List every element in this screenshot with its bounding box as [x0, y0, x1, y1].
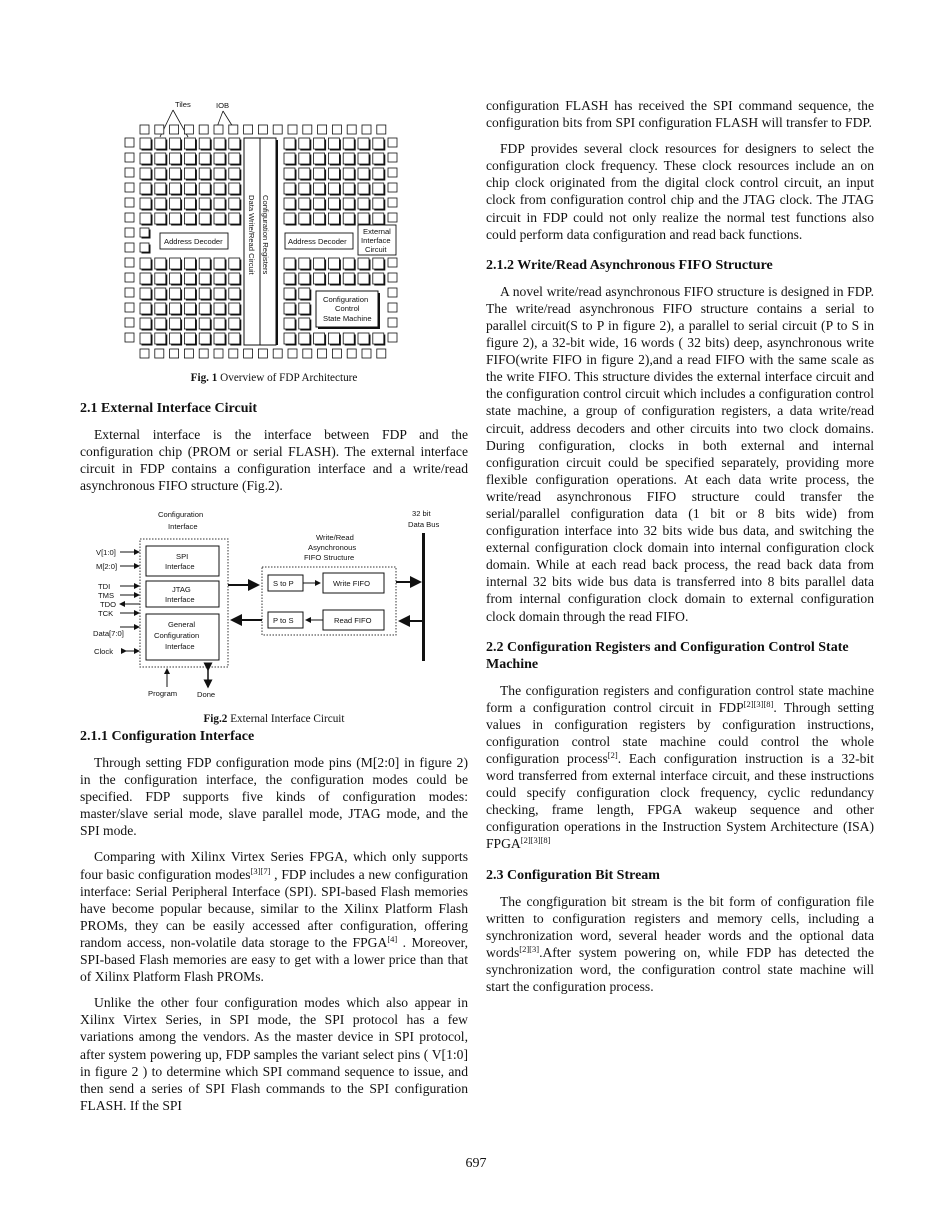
right-column — [486, 97, 874, 995]
svg-text:S to P: S to P — [273, 579, 294, 588]
data-wr-circuit-label: Data Write/Read Circuit — [247, 195, 256, 275]
svg-text:Interface: Interface — [165, 642, 195, 651]
svg-text:P to S: P to S — [273, 616, 294, 625]
svg-text:Interface: Interface — [165, 562, 195, 571]
citation: [2][3][8] — [520, 835, 551, 846]
svg-text:Interface: Interface — [361, 236, 391, 245]
figure-1-caption: Fig. 1 Overview of FDP Architecture — [190, 372, 358, 384]
left-column — [80, 400, 468, 494]
svg-text:Circuit: Circuit — [365, 245, 387, 254]
citation: [4] — [387, 933, 398, 944]
svg-text:Asynchronous: Asynchronous — [308, 543, 357, 552]
subsection-heading: 2.1.2 Write/Read Asynchronous FIFO Structure — [486, 257, 773, 273]
svg-text:Data[7:0]: Data[7:0] — [93, 629, 124, 638]
address-decoder-left: Address Decoder — [164, 237, 223, 246]
svg-text:Clock: Clock — [94, 647, 113, 656]
address-decoder-right: Address Decoder — [288, 237, 347, 246]
svg-text:TDI: TDI — [98, 582, 111, 591]
paragraph: Unlike the other four configuration modes which also appear in Xilinx Virtex Series, in SPI mode, the SPI protocol has a few variations among the vendors. As the master device in SPI protocol, after system powering up, FDP samples the variant select pins ( V[1:0] in figure 2 ) to determine which SPI command sequence to issue, and then send a series of SPI Flash commands to the SPI configuration FLASH. If the SPI — [80, 995, 468, 1113]
svg-text:Write/Read: Write/Read — [316, 533, 354, 542]
figure-2-caption: Fig.2 External Interface Circuit — [203, 713, 345, 725]
svg-text:State Machine: State Machine — [323, 314, 372, 323]
subsection-heading: 2.1.1 Configuration Interface — [80, 729, 255, 744]
svg-text:TCK: TCK — [98, 609, 114, 618]
svg-text:Write FIFO: Write FIFO — [333, 579, 370, 588]
section-heading: 2.3 Configuration Bit Stream — [486, 867, 660, 883]
external-interface-diagram — [90, 505, 450, 705]
section-heading: 2.2 Configuration Registers and Configuration Control State Machine — [486, 639, 849, 672]
figure-2 — [90, 505, 450, 705]
svg-text:TDO: TDO — [100, 600, 117, 609]
svg-text:General: General — [168, 620, 196, 629]
citation: [2][3] — [519, 943, 540, 954]
svg-text:TMS: TMS — [98, 591, 115, 600]
section-heading: 2.1 External Interface Circuit — [80, 401, 258, 416]
paragraph: The congfiguration bit stream is the bit form of configuration file written to configuration registers and memory cells, including a synchronization word, several header words and the optional data words[2][3].After system powering on, while FDP has detected the synchronization word, the configuration control state machine will start the configuration process. — [486, 893, 874, 995]
svg-text:FIFO Structure: FIFO Structure — [304, 553, 355, 562]
paragraph: FDP provides several clock resources for designers to select the configuration clock frequency. These clock resources include an on chip clock originated from the digital clock control circuit, an input clock from configuration control chip and the JTAG clock. The JTAG circuit in FDP could not only realize the normal test functions also could perform data configuration and read back functions. — [486, 141, 874, 242]
svg-text:Control: Control — [335, 304, 360, 313]
paragraph: External interface is the interface between FDP and the configuration chip (PROM or serial FLASH). The external interface circuit in FDP contains a configuration interface and a write/read asynchronous FIFO structure (Fig.2). — [80, 427, 468, 494]
tiles-label: Tiles — [175, 100, 191, 109]
svg-text:External: External — [363, 227, 391, 236]
svg-text:Data Bus: Data Bus — [408, 520, 440, 529]
svg-text:Program: Program — [148, 689, 178, 698]
svg-text:SPI: SPI — [176, 552, 189, 561]
svg-text:Interface: Interface — [165, 595, 195, 604]
config-registers-label: Configuration Registers — [261, 195, 270, 275]
svg-text:Configuration: Configuration — [154, 631, 200, 640]
svg-text:JTAG: JTAG — [172, 585, 191, 594]
svg-text:32 bit: 32 bit — [412, 509, 431, 518]
svg-text:Interface: Interface — [168, 522, 198, 531]
svg-text:Configuration: Configuration — [158, 510, 204, 519]
svg-text:V[1:0]: V[1:0] — [96, 548, 116, 557]
paragraph: A novel write/read asynchronous FIFO structure is designed in FDP. The write/read asynchronous FIFO structure contains a serial to parallel circuit(S to P in figure 2), a parallel to serial circuit (P to S in figure 2), a 32-bit wide, 16 words ( 32 bits) deep, asynchronous write FIFO(write FIFO in figure 2),and a read FIFO with the same scale as the write FIFO. This structure divides the external interface circuit and the configuration control circuit which includes a configuration control state machine, a group of configuration registers, a data write/read circuit, address decoders and other circuits into two clock domains. During configuration, clocks in both external and internal configuration circuit could be specified separately, providing more flexible configuration operations. At each data write process, the write/read asynchronous FIFO structure could transfer the serial/parallel configuration data (1 bit or 8 bits wide) from configuration interface into 32 bits wide bus data, and switching the external configuration clock domain into internal configuration clock domain. While at each read back process, the read back data from internal 32 bits wide bus data is transferred into 8 bits parallel data from internal configuration clock domain to external configuration clock domain through the read FIFO. — [486, 283, 874, 624]
svg-text:Read FIFO: Read FIFO — [334, 616, 372, 625]
citation: [2][3][8] — [743, 698, 774, 709]
svg-text:Configuration: Configuration — [323, 295, 369, 304]
paragraph: The configuration registers and configuration control state machine form a configuration control circuit in FDP[2][3][8]. Through setting values in configuration registers by configuration instructions, configuration control state machine could control the whole configuration process[2]. Each configuration instruction is a 32-bit word transferred from external interface circuit, and these instructions could specify configuration clock frequency, cyclic redundancy checking, frame length, FPGA wakeup sequence and other configuration operations in the Instruction System Architecture (ISA) FPGA[2][3][8] — [486, 682, 874, 852]
left-column-lower — [80, 728, 468, 1114]
citation: [3][7] — [250, 865, 271, 876]
citation: [2] — [607, 750, 618, 760]
svg-text:M[2:0]: M[2:0] — [96, 562, 118, 571]
page-number: 697 — [465, 1156, 487, 1171]
paragraph: Comparing with Xilinx Virtex Series FPGA, which only supports four basic configuration modes[3][7] , FDP includes a new configuration interface: Serial Peripheral Interface (SPI). SPI-based Flash memories have become popular because, similar to the Xilinx Platform Flash PROMs, they can be easily accessed after configuration, offering random access, non-volatile data storage to the FPGA[4] . Moreover, SPI-based Flash memories are easy to get with a lower price than that of Xilinx Platform Flash PROMs. — [80, 849, 468, 985]
paragraph: configuration FLASH has received the SPI command sequence, the configuration bits from SPI configuration FLASH will transfer to FDP. — [486, 98, 874, 131]
svg-text:Done: Done — [197, 690, 216, 699]
fdp-architecture-diagram — [120, 95, 400, 365]
iob-label: IOB — [216, 101, 230, 110]
figure-1 — [120, 95, 400, 365]
paragraph: Through setting FDP configuration mode pins (M[2:0] in figure 2) in the configuration interface, the configuration modes could be specified. FDP supports five kinds of configuration modes: master/slave serial mode, slave parallel mode, JTAG mode, and the SPI mode. — [80, 755, 468, 839]
